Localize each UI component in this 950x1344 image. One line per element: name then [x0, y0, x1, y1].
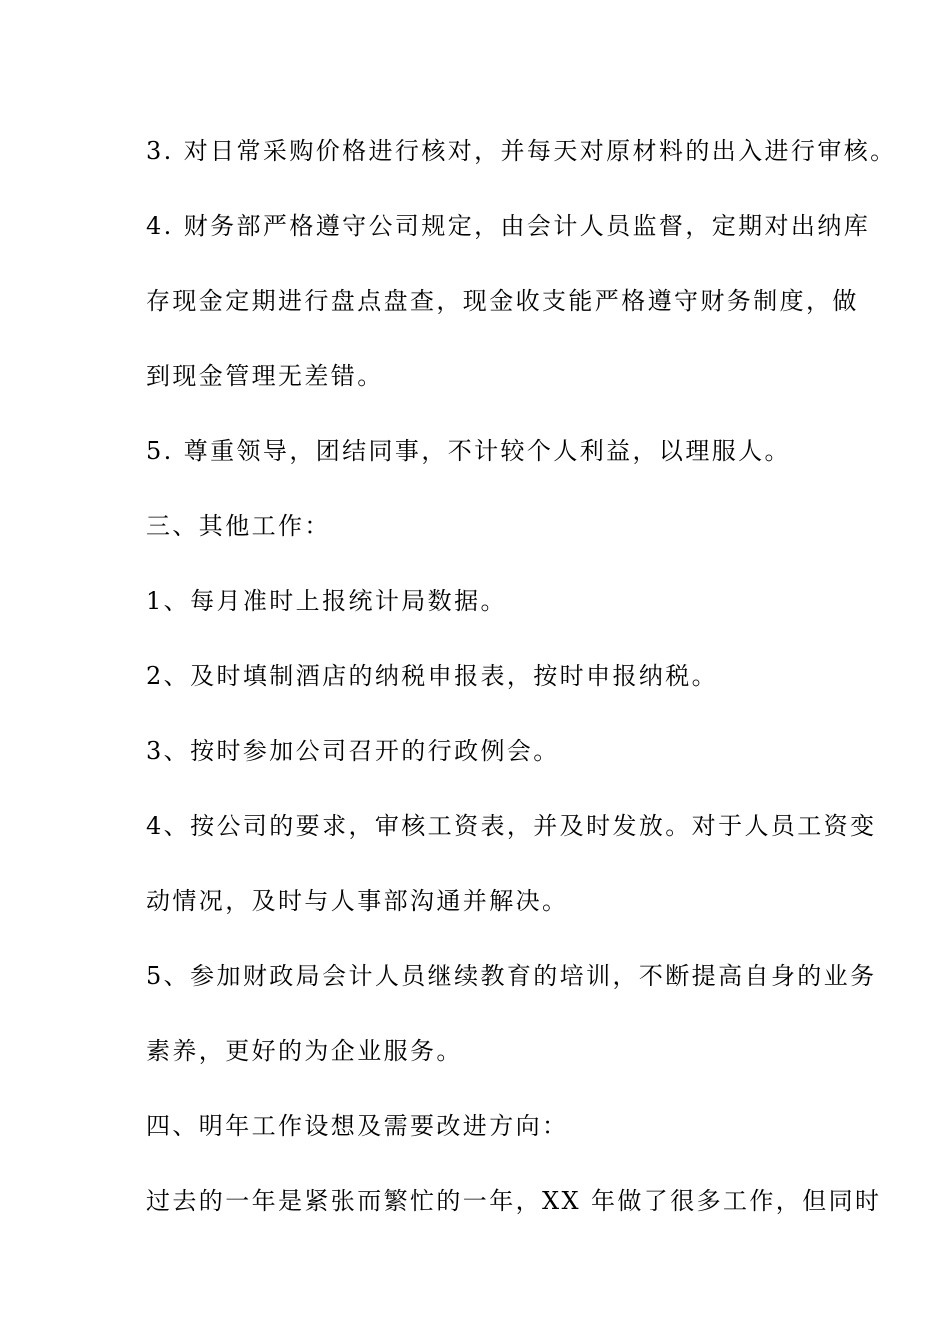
other-item-1: 1、每月准时上报统计局数据。: [146, 587, 507, 615]
list-item-4-finance-line-2: 存现金定期进行盘点盘查，现金收支能严格遵守财务制度，做: [146, 287, 859, 315]
other-item-5-line-2: 素养，更好的为企业服务。: [146, 1037, 463, 1065]
other-item-5-line-1: 5、参加财政局会计人员继续教育的培训，不断提高自身的业务: [146, 962, 877, 990]
paragraph-past-year: 过去的一年是紧张而繁忙的一年，XX 年做了很多工作，但同时: [146, 1187, 882, 1215]
other-item-3: 3、按时参加公司召开的行政例会。: [146, 737, 560, 765]
other-item-4-line-2: 动情况，及时与人事部沟通并解决。: [146, 887, 569, 915]
other-item-4-line-1: 4、按公司的要求，审核工资表，并及时发放。对于人员工资变: [146, 812, 877, 840]
section-heading-next-year: 四、明年工作设想及需要改进方向：: [146, 1112, 569, 1140]
list-item-3-purchase-check: 3. 对日常采购价格进行核对，并每天对原材料的出入进行审核。: [146, 137, 897, 165]
list-item-5-respect: 5. 尊重领导，团结同事，不计较个人利益，以理服人。: [146, 437, 791, 465]
other-item-2: 2、及时填制酒店的纳税申报表，按时申报纳税。: [146, 662, 719, 690]
list-item-4-finance-line-1: 4. 财务部严格遵守公司规定，由会计人员监督，定期对出纳库: [146, 212, 871, 240]
section-heading-other-work: 三、其他工作：: [146, 512, 331, 540]
list-item-4-finance-line-3: 到现金管理无差错。: [146, 362, 384, 390]
